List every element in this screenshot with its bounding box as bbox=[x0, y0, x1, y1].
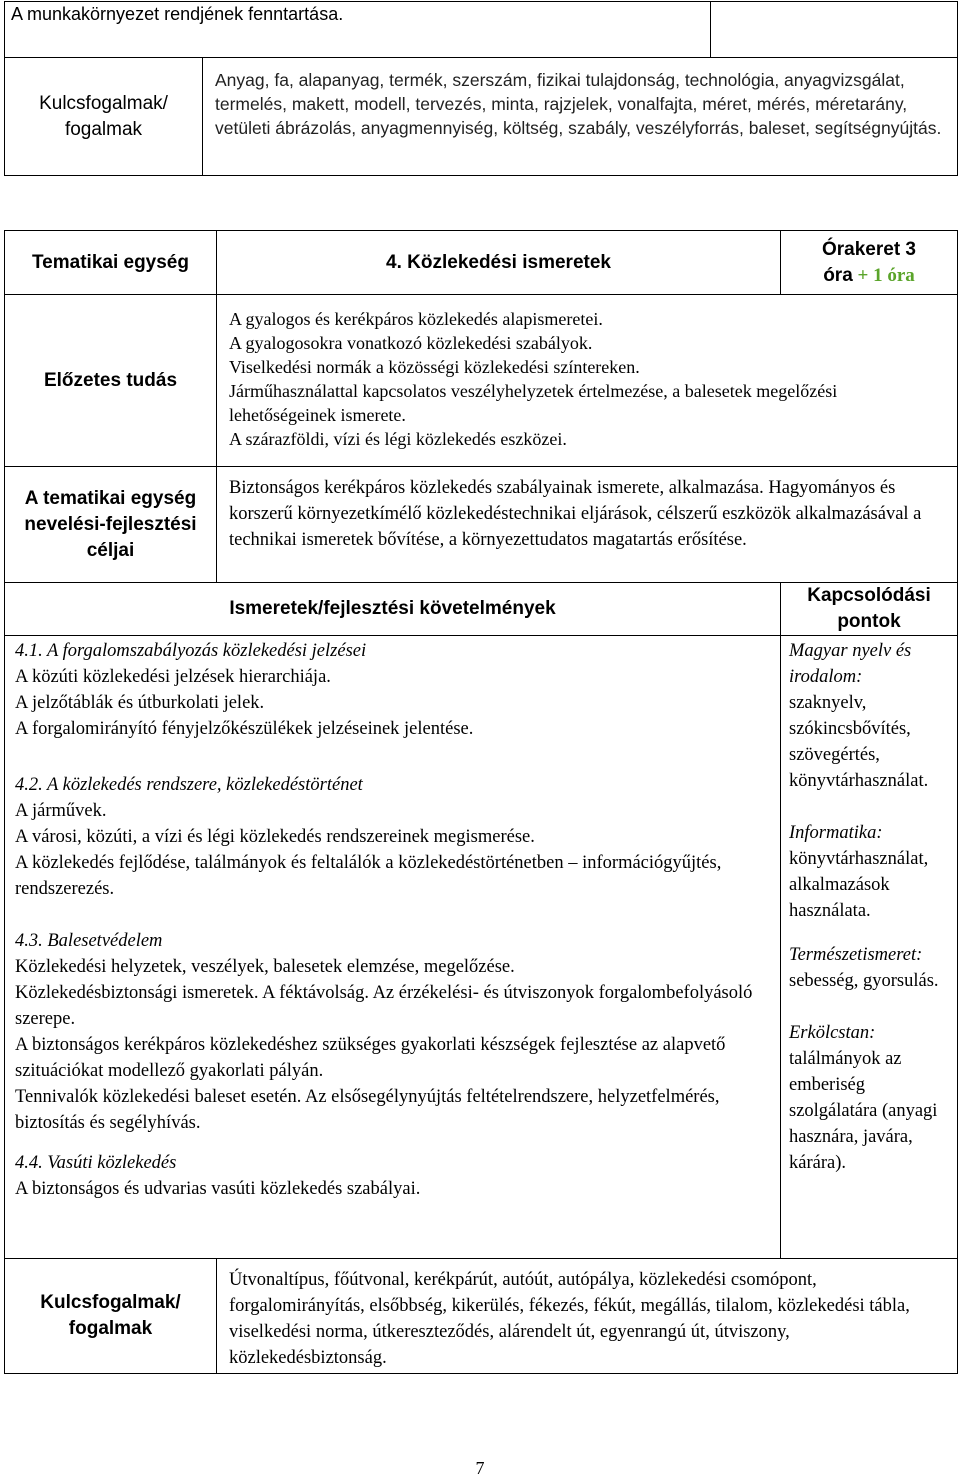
hours-base: óra bbox=[823, 264, 853, 286]
page-number: 7 bbox=[475, 1458, 485, 1478]
section bbox=[15, 638, 770, 742]
connection bbox=[789, 942, 949, 994]
prior-label: Előzetes tudás bbox=[5, 295, 217, 467]
requirements-body bbox=[5, 636, 781, 1259]
connection-subject: Természetismeret: bbox=[789, 945, 923, 965]
hours-cell bbox=[781, 231, 958, 295]
connection-subject: Informatika: bbox=[789, 823, 883, 843]
section-title: 4.1. A forgalomszabályozás közlekedési jelzései bbox=[15, 641, 367, 661]
hours-label: Órakeret 3 bbox=[821, 238, 916, 260]
connection-text: könyvtárhasználat, alkalmazások használata. bbox=[789, 849, 929, 921]
section-line: A közúti közlekedési jelzések hierarchiája. bbox=[15, 667, 331, 687]
section-title: 4.4. Vasúti közlekedés bbox=[15, 1153, 177, 1173]
unit-label: Tematikai egység bbox=[5, 231, 217, 295]
section-line: Tennivalók közlekedési baleset esetén. Az elsősegélynyújtás feltételrendszere, helyzetfelmérés, biztosítás és segélyhívás. bbox=[15, 1087, 720, 1133]
section-line: A jelzőtáblák és útburkolati jelek. bbox=[15, 693, 265, 713]
section-line: A járművek. bbox=[15, 801, 107, 821]
section bbox=[15, 1150, 770, 1202]
requirements-header: Ismeretek/fejlesztési követelmények bbox=[5, 583, 781, 636]
row1-text: A munkakörnyezet rendjének fenntartása. bbox=[11, 4, 344, 24]
section-line: Közlekedési helyzetek, veszélyek, balesetek elemzése, megelőzése. bbox=[15, 957, 515, 977]
connection bbox=[789, 638, 949, 794]
top-table bbox=[4, 1, 958, 176]
section-line: A városi, közúti, a vízi és légi közlekedés rendszereinek megismerése. bbox=[15, 827, 535, 847]
section-line: A forgalomirányító fényjelzőkészülékek jelzéseinek jelentése. bbox=[15, 719, 474, 739]
section-title: 4.2. A közlekedés rendszere, közlekedéstörténet bbox=[15, 775, 363, 795]
section-line: Közlekedésbiztonsági ismeretek. A féktávolság. Az érzékelési- és útviszonyok forgalombefolyásoló szerepe. bbox=[15, 983, 753, 1029]
keywords-text: Anyag, fa, alapanyag, termék, szerszám, fizikai tulajdonság, technológia, anyagvizsgálat, termelés, makett, modell, tervezés, minta, rajzjelek, vonalfajta, méret, mérés, méretarány, vetületi ábrázolás, anyagmennyiség, költség, szabály, veszélyforrás, baleset, segítségnyújtás. bbox=[203, 58, 958, 176]
connections-header: Kapcsolódási pontok bbox=[781, 583, 958, 636]
goals-text: Biztonságos kerékpáros közlekedés szabályainak ismerete, alkalmazása. Hagyományos és korszerű környezetkímélő közlekedéstechnikai eljárások, célszerű eszközök alkalmazásával a technikai ismeretek bővítése, a környezettudatos magatartás erősítése. bbox=[217, 467, 958, 583]
prior-line: A gyalogosokra vonatkozó közlekedési szabályok. bbox=[229, 333, 593, 353]
prior-line: A gyalogos és kerékpáros közlekedés alapismeretei. bbox=[229, 309, 603, 329]
connection bbox=[789, 1020, 949, 1176]
section bbox=[15, 928, 770, 1136]
keywords2-text: Útvonaltípus, főútvonal, kerékpárút, autóút, autópálya, közlekedési csomópont, forgalomirányítás, elsőbbség, kikerülés, fékezés, fékút, megállás, tilalom, közlekedési tábla, viselkedési norma, útkereszteződés, alárendelt út, egyenrangú út, útviszony, közlekedésbiztonság. bbox=[217, 1259, 958, 1374]
prior-line: A szárazföldi, vízi és légi közlekedés eszközei. bbox=[229, 429, 567, 449]
keywords-label: Kulcsfogalmak/ fogalmak bbox=[5, 58, 203, 176]
connection-text: találmányok az emberiség szolgálatára (anyagi hasznára, javára, kárára). bbox=[789, 1049, 938, 1173]
row1-cell bbox=[5, 2, 711, 58]
connection bbox=[789, 820, 949, 924]
goals-label: A tematikai egység nevelési-fejlesztési céljai bbox=[5, 467, 217, 583]
connection-text: sebesség, gyorsulás. bbox=[789, 971, 939, 991]
section-line: A közlekedés fejlődése, találmányok és feltalálók a közlekedéstörténetben – információgyűjtés, rendszerezés. bbox=[15, 853, 722, 899]
connection-text: szaknyelv, szókincsbővítés, szövegértés, könyvtárhasználat. bbox=[789, 693, 929, 791]
section-line: A biztonságos kerékpáros közlekedéshez szükséges gyakorlati készségek fejlesztése az alapvető szituációkat modellező gyakorlati pályán. bbox=[15, 1035, 726, 1081]
row1-empty-cell bbox=[711, 2, 958, 58]
hours-extra: + 1 óra bbox=[857, 264, 915, 286]
connection-subject: Magyar nyelv és irodalom: bbox=[789, 641, 912, 687]
prior-text bbox=[217, 295, 958, 467]
keywords2-label: Kulcsfogalmak/ fogalmak bbox=[5, 1259, 217, 1374]
unit-title: 4. Közlekedési ismeretek bbox=[217, 231, 781, 295]
connection-subject: Erkölcstan: bbox=[789, 1023, 876, 1043]
prior-line: Viselkedési normák a közösségi közlekedési színtereken. bbox=[229, 357, 640, 377]
connections-body bbox=[781, 636, 958, 1259]
section-line: A biztonságos és udvarias vasúti közlekedés szabályai. bbox=[15, 1179, 421, 1199]
main-table bbox=[4, 230, 958, 1374]
section-title: 4.3. Balesetvédelem bbox=[15, 931, 163, 951]
prior-line: Járműhasználattal kapcsolatos veszélyhelyzetek értelmezése, a balesetek megelőzési lehetőségeinek ismerete. bbox=[229, 381, 838, 425]
section bbox=[15, 772, 770, 902]
